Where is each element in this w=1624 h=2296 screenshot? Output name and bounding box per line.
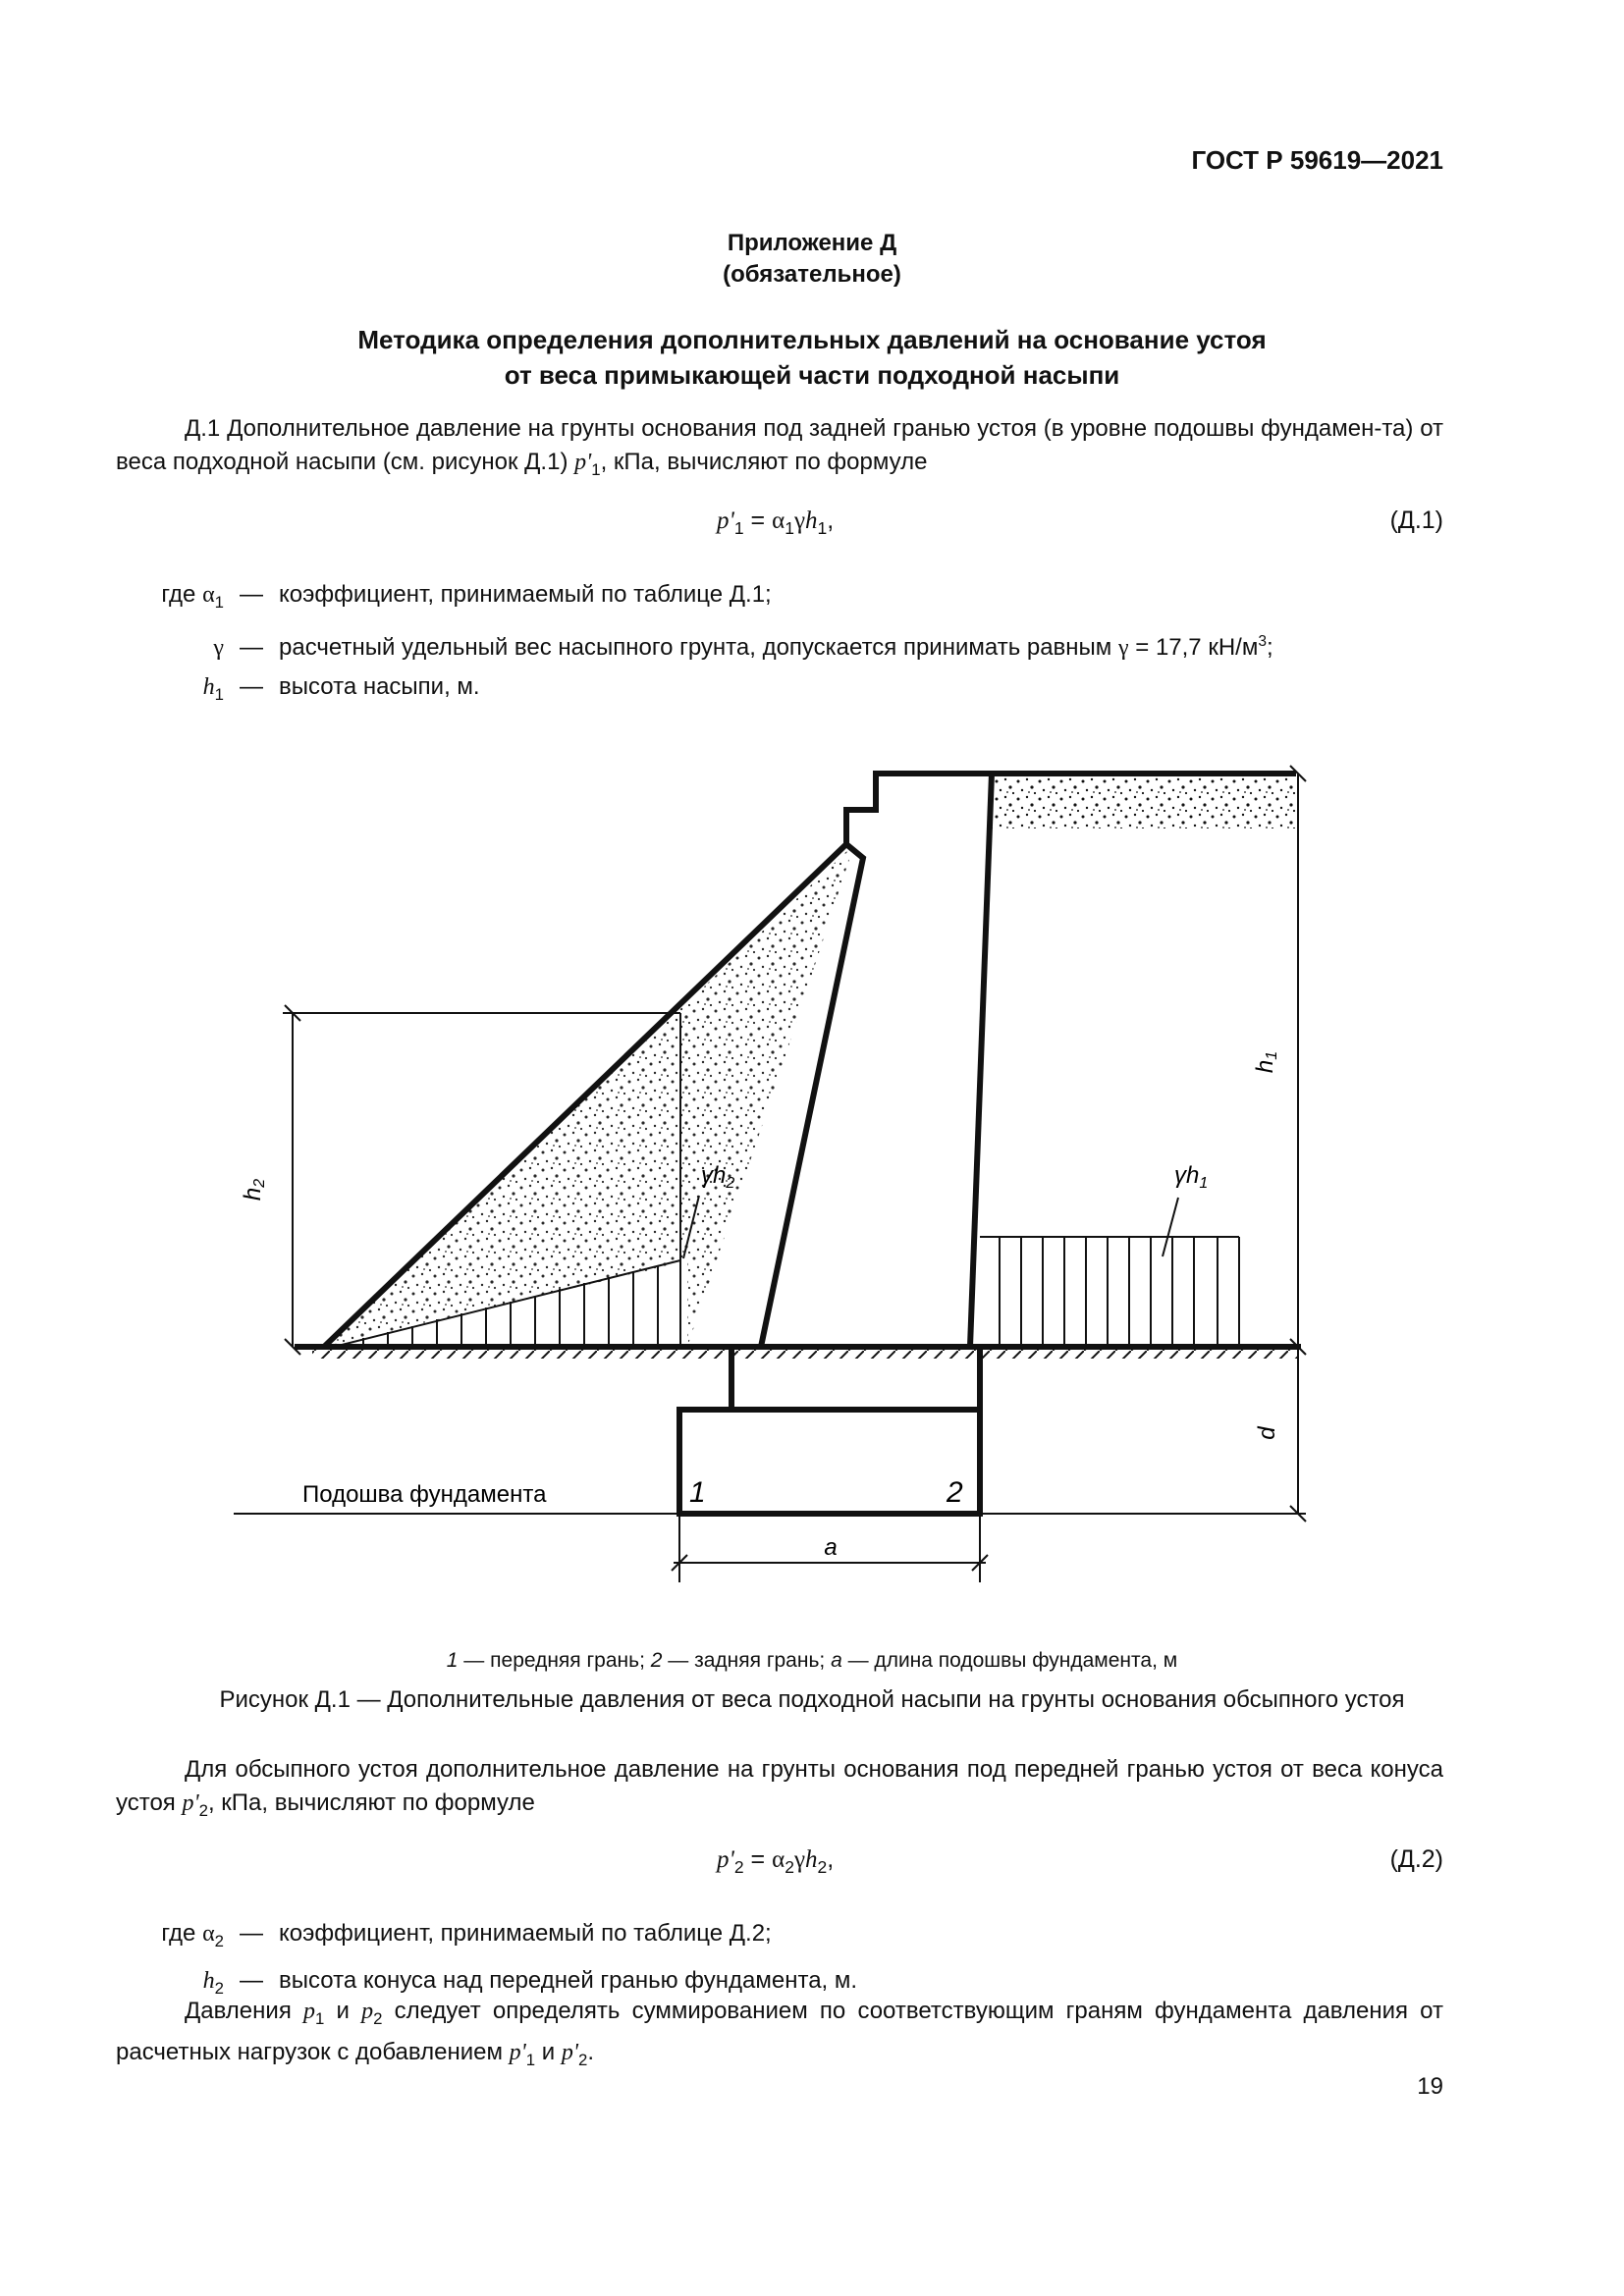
label-h1: h1 <box>1252 1050 1280 1074</box>
formula-d1: $p'_1 = \alpha_1\gamma h_1$, <box>717 507 835 538</box>
method-title-line1: Методика определения дополнительных давлений на основание устоя <box>357 325 1267 354</box>
paragraph-cone: Для обсыпного устоя дополнительное давление на грунты основания под передней гранью устоя от веса конуса устоя $p'_2$, кПа, вычисляют по формуле <box>116 1756 1443 1820</box>
formula-d1-number: (Д.1) <box>1389 507 1443 534</box>
appendix-status: (обязательное) <box>723 261 901 288</box>
where-item-h1: $h_1$ — высота насыпи, м. <box>202 672 480 704</box>
paragraph-d1: Д.1 Дополнительное давление на грунты основания под задней гранью устоя (в уровне подошвы фундамен-та) от веса подходной насыпи (см. рисунок Д.1) $p'_1$, кПа, вычисляют по формуле <box>116 415 1443 479</box>
page-number: 19 <box>1417 2073 1443 2100</box>
where-item-h2: $h_2$ — высота конуса над передней гранью фундамента, м. <box>202 1966 858 1998</box>
embankment-fill-top <box>992 777 1296 828</box>
label-gamma-h2: $\gamma h_2$ <box>701 1162 735 1192</box>
method-title-line2: от веса примыкающей части подходной насыпи <box>504 360 1120 390</box>
label-a: a <box>824 1534 838 1561</box>
document-code: ГОСТ Р 59619—2021 <box>1191 145 1443 175</box>
label-back-face: 2 <box>947 1476 963 1509</box>
pressure-lines-h1 <box>980 1237 1239 1347</box>
dimension-lines <box>234 766 1306 1582</box>
figure-title: Рисунок Д.1 — Дополнительные давления от веса подходной насыпи на грунты основания обсыпного устоя <box>219 1686 1405 1713</box>
appendix-title: Приложение Д <box>727 230 897 256</box>
where-item-gamma: γ — расчетный удельный вес насыпного грунта, допускается принимать равным γ = 17,7 $кН/м^3$; <box>213 632 1273 661</box>
figure-legend: 1 — передняя грань; 2 — задняя грань; a — длина подошвы фундамента, м <box>446 1649 1178 1672</box>
where-item-alpha1: где $\alpha_1$ — коэффициент, принимаемый по таблице Д.1; <box>161 581 772 612</box>
label-d: d <box>1254 1426 1280 1440</box>
formula-d2-number: (Д.2) <box>1389 1845 1443 1873</box>
formula-d2: $p'_2 = \alpha_2\gamma h_2$, <box>717 1845 835 1877</box>
label-h2: h2 <box>240 1178 268 1201</box>
label-gamma-h1: $\gamma h_1$ <box>1174 1162 1209 1192</box>
paragraph-pressures: Давления $p_1$ и $p_2$ следует определять суммированием по соответствующим граням фундамента давления от расчетных нагрузок с добавлением $p'_1$ и $p'_2$. <box>116 1998 1443 2069</box>
label-front-face: 1 <box>689 1476 706 1509</box>
label-base: Подошва фундамента <box>302 1481 547 1508</box>
where-item-alpha2: где $\alpha_2$ — коэффициент, принимаемый по таблице Д.2; <box>161 1920 772 1950</box>
abutment-outline <box>295 774 1301 1514</box>
